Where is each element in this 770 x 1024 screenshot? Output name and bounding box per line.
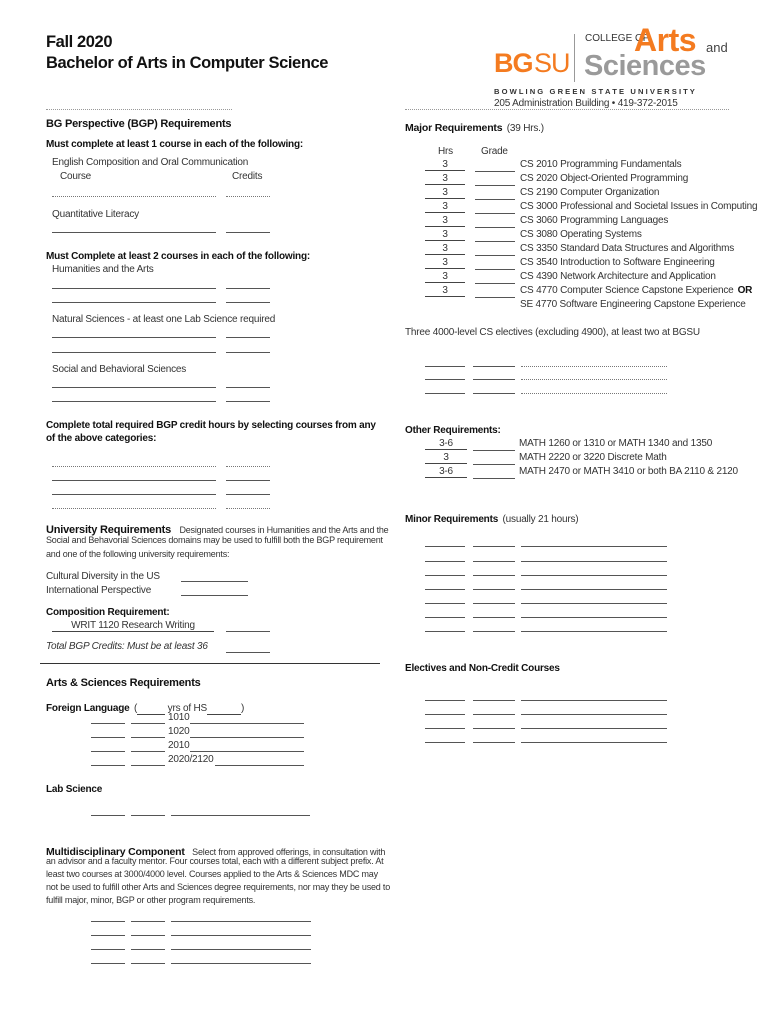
minor-course-field[interactable] bbox=[521, 617, 667, 618]
english-label: English Composition and Oral Communication bbox=[52, 157, 249, 168]
elective-grade-3[interactable] bbox=[473, 393, 515, 394]
lang-level: 1010 bbox=[168, 712, 190, 723]
major-grade-field[interactable] bbox=[475, 171, 515, 172]
social-credits-field-1[interactable] bbox=[226, 387, 270, 388]
major-grade-field[interactable] bbox=[475, 185, 515, 186]
term-title: Fall 2020 bbox=[46, 33, 113, 51]
elective-grade-1[interactable] bbox=[473, 366, 515, 367]
other-course-name: MATH 2470 or MATH 3410 or both BA 2110 & 2120 bbox=[519, 466, 738, 477]
foreign-hs-field[interactable] bbox=[207, 703, 241, 715]
other-hrs: 3-6 bbox=[425, 466, 467, 478]
total-bgp: Total BGP Credits: Must be at least 36 bbox=[46, 641, 208, 652]
noncredit-hrs-field[interactable] bbox=[425, 714, 465, 715]
lang-field-a[interactable] bbox=[91, 737, 125, 738]
major-hrs: 3 bbox=[425, 229, 465, 241]
minor-hrs-field[interactable] bbox=[425, 575, 465, 576]
other-course-name: MATH 2220 or 3220 Discrete Math bbox=[519, 452, 667, 463]
other-grade-field[interactable] bbox=[473, 450, 515, 451]
se-capstone: SE 4770 Software Engineering Capstone Experience bbox=[520, 299, 746, 310]
lang-level: 2010 bbox=[168, 740, 190, 751]
logo-and: and bbox=[706, 40, 728, 55]
major-hours: (39 Hrs.) bbox=[506, 123, 544, 134]
foreign-language-label: Foreign Language bbox=[46, 703, 130, 714]
extra-credits-field-1[interactable] bbox=[226, 466, 270, 467]
quant-label: Quantitative Literacy bbox=[52, 209, 139, 220]
quant-course-field[interactable] bbox=[52, 232, 216, 233]
logo-arts: Arts bbox=[634, 22, 697, 58]
mdc-course-field[interactable] bbox=[171, 921, 311, 922]
natural-label: Natural Sciences - at least one Lab Science required bbox=[52, 314, 276, 325]
minor-grade-field[interactable] bbox=[473, 603, 515, 604]
logo-bg: BG bbox=[494, 48, 533, 78]
complete-total-line2: of the above categories: bbox=[46, 433, 157, 444]
major-grade-field[interactable] bbox=[475, 199, 515, 200]
mdc-desc-5: fulfill major, minor, BGP or other program requirements. bbox=[46, 895, 256, 905]
logo-su: SU bbox=[534, 48, 570, 78]
lab-science-label: Lab Science bbox=[46, 784, 103, 795]
major-grade-field[interactable] bbox=[475, 227, 515, 228]
english-course-field[interactable] bbox=[52, 196, 216, 197]
mdc-field-a[interactable] bbox=[91, 963, 125, 964]
writ-course: WRIT 1120 Research Writing bbox=[52, 620, 214, 632]
lab-field-2[interactable] bbox=[131, 815, 165, 816]
hrs-label: Hrs bbox=[438, 146, 453, 157]
social-label: Social and Behavioral Sciences bbox=[52, 364, 187, 375]
cultural-label: Cultural Diversity in the US bbox=[46, 571, 160, 582]
major-grade-field[interactable] bbox=[475, 297, 515, 298]
lang-field-b[interactable] bbox=[131, 723, 165, 724]
univ-title: University Requirements bbox=[46, 524, 171, 536]
humanities-course-field-1[interactable] bbox=[52, 288, 216, 289]
elective-hrs-1[interactable] bbox=[425, 366, 465, 367]
mdc-field-b[interactable] bbox=[131, 963, 165, 964]
major-hrs: 3 bbox=[425, 271, 465, 283]
lab-field-1[interactable] bbox=[91, 815, 125, 816]
univ-desc-2: Social and Behavorial Sciences domains may be used to fulfill both the BGP requirement bbox=[46, 535, 383, 545]
minor-grade-field[interactable] bbox=[473, 575, 515, 576]
lang-course-field[interactable] bbox=[190, 737, 304, 738]
mdc-field-b[interactable] bbox=[131, 935, 165, 936]
cultural-field[interactable] bbox=[181, 581, 248, 582]
noncredit-course-field[interactable] bbox=[521, 714, 667, 715]
major-course-name: CS 4390 Network Architecture and Application bbox=[520, 271, 716, 282]
mdc-desc-3: least two courses at 3000/4000 level. Courses applied to the Arts & Sciences MDC may bbox=[46, 869, 378, 879]
extra-course-field-4[interactable] bbox=[52, 508, 216, 509]
credits-label: Credits bbox=[232, 171, 263, 182]
foreign-yrs-field[interactable] bbox=[137, 703, 165, 715]
grade-label: Grade bbox=[481, 146, 508, 157]
major-course-name: CS 2190 Computer Organization bbox=[520, 187, 660, 198]
major-course-name: CS 2020 Object-Oriented Programming bbox=[520, 173, 689, 184]
social-course-field-1[interactable] bbox=[52, 387, 216, 388]
elective-course-1[interactable] bbox=[521, 366, 667, 367]
mdc-course-field[interactable] bbox=[171, 949, 311, 950]
major-course-name: CS 2010 Programming Fundamentals bbox=[520, 159, 682, 170]
major-grade-field[interactable] bbox=[475, 255, 515, 256]
major-hrs: 3 bbox=[425, 187, 465, 199]
natural-credits-field-2[interactable] bbox=[226, 352, 270, 353]
elective-course-3[interactable] bbox=[521, 393, 667, 394]
course-label: Course bbox=[60, 171, 92, 182]
humanities-credits-field-1[interactable] bbox=[226, 288, 270, 289]
bgp-title: BG Perspective (BGP) Requirements bbox=[46, 118, 232, 130]
section-divider-left bbox=[40, 663, 380, 664]
bgp-must-two: Must Complete at least 2 courses in each of the following: bbox=[46, 251, 311, 262]
major-grade-field[interactable] bbox=[475, 241, 515, 242]
natural-course-field-1[interactable] bbox=[52, 337, 216, 338]
minor-grade-field[interactable] bbox=[473, 546, 515, 547]
noncredit-hrs-field[interactable] bbox=[425, 728, 465, 729]
minor-hrs-field[interactable] bbox=[425, 546, 465, 547]
minor-grade-field[interactable] bbox=[473, 631, 515, 632]
mdc-field-b[interactable] bbox=[131, 949, 165, 950]
other-grade-field[interactable] bbox=[473, 464, 515, 465]
lang-field-a[interactable] bbox=[91, 765, 125, 766]
humanities-credits-field-2[interactable] bbox=[226, 302, 270, 303]
noncredit-grade-field[interactable] bbox=[473, 700, 515, 701]
noncredit-course-field[interactable] bbox=[521, 742, 667, 743]
english-credits-field[interactable] bbox=[226, 196, 270, 197]
total-bgp-field[interactable] bbox=[226, 652, 270, 653]
header-rule-right bbox=[405, 109, 729, 110]
mdc-course-field[interactable] bbox=[171, 963, 311, 964]
major-hrs: 3 bbox=[425, 285, 465, 297]
noncredit-grade-field[interactable] bbox=[473, 728, 515, 729]
minor-hrs-field[interactable] bbox=[425, 561, 465, 562]
noncredit-course-field[interactable] bbox=[521, 700, 667, 701]
major-hrs: 3 bbox=[425, 173, 465, 185]
elective-course-2[interactable] bbox=[521, 379, 667, 380]
lang-course-field[interactable] bbox=[215, 765, 304, 766]
major-hrs: 3 bbox=[425, 257, 465, 269]
humanities-label: Humanities and the Arts bbox=[52, 264, 154, 275]
yrs-hs-label: yrs of HS bbox=[167, 703, 207, 714]
major-hrs: 3 bbox=[425, 159, 465, 171]
lang-level: 2020/2120 bbox=[168, 754, 214, 765]
other-course-name: MATH 1260 or 1310 or MATH 1340 and 1350 bbox=[519, 438, 713, 449]
lab-field-3[interactable] bbox=[171, 815, 310, 816]
international-field[interactable] bbox=[181, 595, 248, 596]
other-hrs: 3 bbox=[425, 452, 467, 464]
mdc-field-a[interactable] bbox=[91, 921, 125, 922]
univ-desc-1: Designated courses in Humanities and the Arts and the bbox=[179, 525, 389, 535]
bgsu-logo bbox=[494, 22, 734, 90]
extra-course-field-3[interactable] bbox=[52, 494, 216, 495]
writ-credits-field[interactable] bbox=[226, 631, 270, 632]
cs-electives-label: Three 4000-level CS electives (excluding 4900), at least two at BGSU bbox=[405, 327, 700, 338]
minor-grade-field[interactable] bbox=[473, 589, 515, 590]
major-hrs: 3 bbox=[425, 201, 465, 213]
elective-hrs-3[interactable] bbox=[425, 393, 465, 394]
noncredit-hrs-field[interactable] bbox=[425, 742, 465, 743]
lang-level: 1020 bbox=[168, 726, 190, 737]
extra-credits-field-2[interactable] bbox=[226, 480, 270, 481]
minor-grade-field[interactable] bbox=[473, 561, 515, 562]
minor-course-field[interactable] bbox=[521, 631, 667, 632]
major-course-name: CS 4770 Computer Science Capstone Experience bbox=[520, 285, 734, 296]
minor-grade-field[interactable] bbox=[473, 617, 515, 618]
major-course-name: CS 3060 Programming Languages bbox=[520, 215, 669, 226]
extra-course-field-1[interactable] bbox=[52, 466, 216, 467]
composition-label: Composition Requirement: bbox=[46, 607, 170, 618]
major-title: Major Requirements bbox=[405, 122, 503, 134]
minor-note: (usually 21 hours) bbox=[502, 514, 579, 525]
major-hrs: 3 bbox=[425, 215, 465, 227]
logo-sciences: Sciences bbox=[584, 50, 706, 82]
other-hrs: 3-6 bbox=[425, 438, 467, 450]
minor-hrs-field[interactable] bbox=[425, 589, 465, 590]
logo-divider bbox=[574, 34, 575, 82]
noncredit-hrs-field[interactable] bbox=[425, 700, 465, 701]
major-hrs: 3 bbox=[425, 243, 465, 255]
mdc-course-field[interactable] bbox=[171, 935, 311, 936]
univ-desc-3: and one of the following university requirements: bbox=[46, 549, 230, 559]
humanities-course-field-2[interactable] bbox=[52, 302, 216, 303]
lang-field-a[interactable] bbox=[91, 723, 125, 724]
minor-hrs-field[interactable] bbox=[425, 603, 465, 604]
international-label: International Perspective bbox=[46, 585, 152, 596]
minor-hrs-field[interactable] bbox=[425, 617, 465, 618]
arts-sciences-title: Arts & Sciences Requirements bbox=[46, 677, 201, 689]
capstone-row bbox=[520, 285, 752, 296]
elective-hrs-2[interactable] bbox=[425, 379, 465, 380]
other-grade-field[interactable] bbox=[473, 478, 515, 479]
lang-field-a[interactable] bbox=[91, 751, 125, 752]
address: 205 Administration Building • 419-372-2015 bbox=[494, 98, 678, 109]
major-course-name: CS 3000 Professional and Societal Issues in Computing bbox=[520, 201, 758, 212]
minor-hrs-field[interactable] bbox=[425, 631, 465, 632]
natural-credits-field-1[interactable] bbox=[226, 337, 270, 338]
elective-grade-2[interactable] bbox=[473, 379, 515, 380]
lang-field-b[interactable] bbox=[131, 737, 165, 738]
social-credits-field-2[interactable] bbox=[226, 401, 270, 402]
minor-title: Minor Requirements bbox=[405, 514, 499, 525]
lang-field-b[interactable] bbox=[131, 765, 165, 766]
mdc-field-a[interactable] bbox=[91, 935, 125, 936]
lang-course-field[interactable] bbox=[190, 751, 304, 752]
minor-course-field[interactable] bbox=[521, 546, 667, 547]
major-grade-field[interactable] bbox=[475, 269, 515, 270]
mdc-title: Multidisciplinary Component bbox=[46, 846, 185, 858]
electives-noncredit-title: Electives and Non-Credit Courses bbox=[405, 663, 560, 674]
noncredit-grade-field[interactable] bbox=[473, 742, 515, 743]
complete-total-line1: Complete total required BGP credit hours by selecting courses from any bbox=[46, 420, 376, 431]
logo-college-of: COLLEGE OF bbox=[585, 33, 649, 44]
major-course-name: CS 3540 Introduction to Software Engineering bbox=[520, 257, 715, 268]
mdc-desc-4: not be used to fulfill other Arts and Sciences degree requirements, nor may they be used to bbox=[46, 882, 391, 892]
major-grade-field[interactable] bbox=[475, 213, 515, 214]
bgp-must-one: Must complete at least 1 course in each of the following: bbox=[46, 139, 303, 150]
noncredit-grade-field[interactable] bbox=[473, 714, 515, 715]
minor-course-field[interactable] bbox=[521, 561, 667, 562]
minor-course-field[interactable] bbox=[521, 589, 667, 590]
major-grade-field[interactable] bbox=[475, 283, 515, 284]
extra-course-field-2[interactable] bbox=[52, 480, 216, 481]
minor-course-field[interactable] bbox=[521, 603, 667, 604]
mdc-desc-1: Select from approved offerings, in consultation with bbox=[192, 847, 386, 857]
university-name: B O W L I N G G R E E N S T A T E U N I V E R S I T Y bbox=[494, 87, 695, 96]
mdc-field-a[interactable] bbox=[91, 949, 125, 950]
extra-credits-field-4[interactable] bbox=[226, 508, 270, 509]
social-course-field-2[interactable] bbox=[52, 401, 216, 402]
major-course-name: CS 3080 Operating Systems bbox=[520, 229, 642, 240]
mdc-desc-2: an advisor and a faculty mentor. Four courses total, each with a different subject prefix. At bbox=[46, 856, 384, 866]
degree-title: Bachelor of Arts in Computer Science bbox=[46, 54, 329, 72]
natural-course-field-2[interactable] bbox=[52, 352, 216, 353]
major-course-name: CS 3350 Standard Data Structures and Algorithms bbox=[520, 243, 735, 254]
other-title: Other Requirements: bbox=[405, 425, 501, 436]
lang-course-field[interactable] bbox=[190, 723, 304, 724]
header-rule-left bbox=[46, 109, 232, 110]
extra-credits-field-3[interactable] bbox=[226, 494, 270, 495]
quant-credits-field[interactable] bbox=[226, 232, 270, 233]
noncredit-course-field[interactable] bbox=[521, 728, 667, 729]
lang-field-b[interactable] bbox=[131, 751, 165, 752]
minor-course-field[interactable] bbox=[521, 575, 667, 576]
mdc-field-b[interactable] bbox=[131, 921, 165, 922]
or-label: OR bbox=[737, 285, 753, 296]
